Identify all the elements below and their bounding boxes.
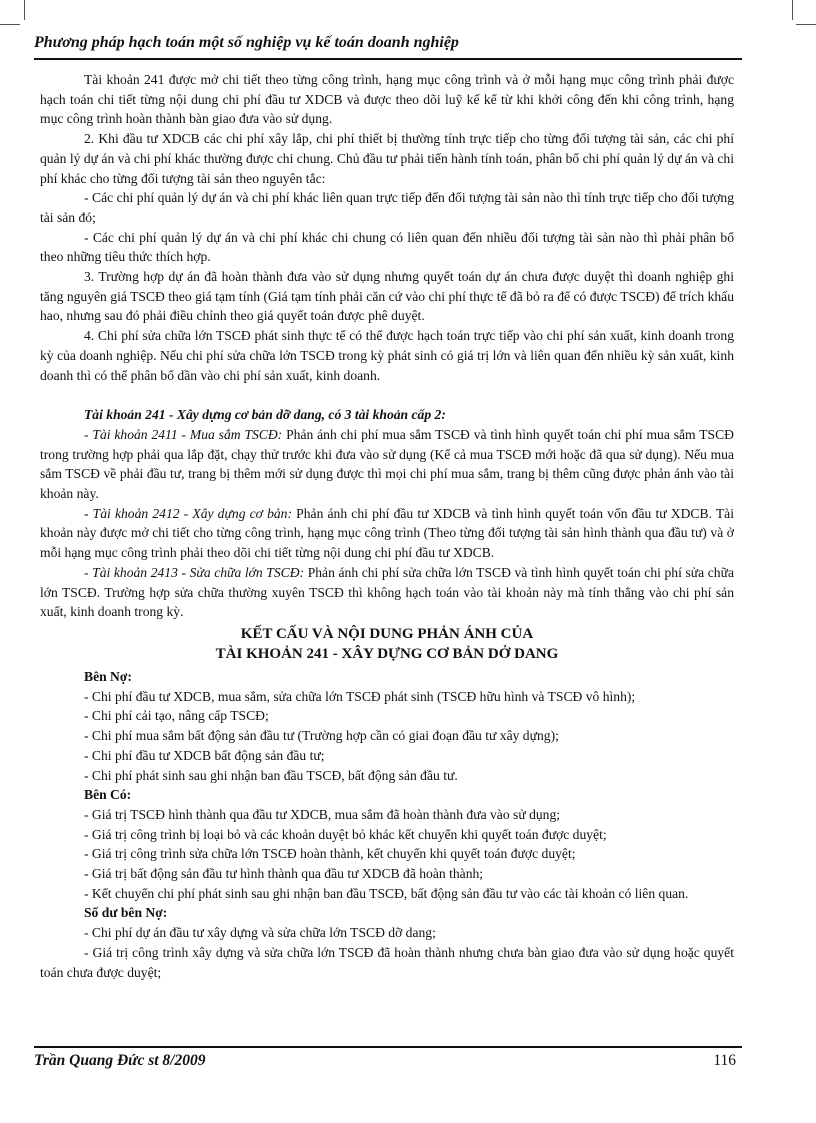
paragraph: - Các chi phí quản lý dự án và chi phí khác chi chung có liên quan đến nhiều đối tượng tài sản nào thì phải phân bổ theo những tiêu thức thích hợp. — [40, 229, 734, 265]
center-title-line: TÀI KHOẢN 241 - XÂY DỰNG CƠ BẢN DỞ DANG — [215, 645, 559, 662]
crop-mark — [0, 24, 20, 25]
running-header: Phương pháp hạch toán một số nghiệp vụ kế toán doanh nghiệp — [34, 34, 459, 51]
crop-mark — [796, 24, 816, 25]
list-item: - Chi phí cải tạo, nâng cấp TSCĐ; — [84, 708, 269, 724]
crop-mark — [792, 0, 793, 20]
paragraph: 2. Khi đầu tư XDCB các chi phí xây lắp, chi phí thiết bị thường tính trực tiếp cho từng đối tượng tài sản, các chi phí quản lý dự án và chi phí khác thường được chi chung. Chủ đầu tư phải tiến hành tính toán, phân bổ chi phí quản lý dự án và chi phí khác cho từng đối tượng tài sản theo nguyên tắc: — [40, 131, 734, 186]
account-text: Phản ánh chi phí mua sắm TSCĐ và tình hình quyết toán chi phí mua sắm TSCĐ trong trường hợp phải qua lắp đặt, chạy thử trước khi đưa vào sử dụng (Kể cả mua TSCĐ mới hoặc đã qua sử dụng). Nếu mua sắm TSCĐ về phải đầu tư, trang bị thêm mới sử dụng được thì mọi chi phí mua sắm, trang bị thêm cũng được phản ánh vào tài khoản này. — [40, 426, 734, 502]
paragraph: 4. Chi phí sửa chữa lớn TSCĐ phát sinh thực tế có thể được hạch toán trực tiếp vào chi phí sản xuất, kinh doanh trong kỳ của doanh nghiệp. Nếu chi phí sửa chữa lớn TSCĐ trong kỳ phát sinh có giá trị lớn và liên quan đến nhiều kỳ sản xuất, kinh doanh thì có thể phân bổ dần vào chi phí sản xuất, kinh doanh. — [40, 328, 734, 383]
account-text: Phản ánh chi phí sửa chữa lớn TSCĐ và tình hình quyết toán chi phí sửa chữa lớn TSCĐ. Trường hợp sửa chữa thường xuyên TSCĐ thì không hạch toán vào tài khoản này mà tính thẳng vào chi phí sản xuất, kinh doanh trong kỳ. — [40, 564, 735, 620]
ben-co-label: Bên Có: — [84, 787, 132, 803]
list-item: - Giá trị công trình bị loại bỏ và các khoản duyệt bỏ khác kết chuyển khi quyết toán được duyệt; — [84, 826, 607, 842]
page-number: 116 — [713, 1052, 736, 1069]
account-item — [40, 425, 734, 504]
main-body — [40, 70, 734, 982]
account-label: - Tài khoản 2413 - Sửa chữa lớn TSCĐ: — [84, 564, 305, 580]
so-du-label: Số dư bên Nợ: — [84, 905, 168, 921]
crop-mark — [24, 0, 25, 20]
list-item: - Kết chuyển chi phí phát sinh sau ghi nhận ban đầu TSCĐ, bất động sản đầu tư vào các tài khoản có liên quan. — [84, 885, 689, 901]
paragraph: 3. Trường hợp dự án đã hoàn thành đưa vào sử dụng nhưng quyết toán dự án chưa được duyệt thì doanh nghiệp ghi tăng nguyên giá TSCĐ theo giá tạm tính (Giá tạm tính phải căn cứ vào chi phí thực tế đã bỏ ra để có được TSCĐ) để trích khấu hao, nhưng sau đó phải điều chỉnh theo giá quyết toán được phê duyệt. — [40, 269, 734, 324]
list-item: - Giá trị công trình xây dựng và sửa chữa lớn TSCĐ đã hoàn thành nhưng chưa bàn giao đưa vào sử dụng hoặc quyết toán chưa được duyệt; — [40, 944, 734, 980]
paragraph: - Các chi phí quản lý dự án và chi phí khác liên quan trực tiếp đến đối tượng tài sản nào thì tính trực tiếp cho đối tượng tài sản đó; — [40, 190, 734, 225]
account-item — [40, 563, 734, 622]
ben-no-label: Bên Nợ: — [84, 668, 132, 684]
footer-rule — [34, 1046, 742, 1048]
list-item: - Giá trị công trình sửa chữa lớn TSCĐ hoàn thành, kết chuyển khi quyết toán được duyệt; — [84, 846, 576, 862]
spacer — [40, 385, 734, 405]
footer-author: Trần Quang Đức st 8/2009 — [34, 1052, 206, 1069]
section-heading: Tài khoản 241 - Xây dựng cơ bản dỡ dang, có 3 tài khoản cấp 2: — [84, 407, 446, 423]
list-item: - Giá trị bất động sản đầu tư hình thành qua đầu tư XDCB đã hoàn thành; — [84, 866, 484, 882]
account-text: Phản ánh chi phí đầu tư XDCB và tình hình quyết toán vốn đầu tư XDCB. Tài khoản này được mở chi tiết cho từng công trình, hạng mục công trình (Theo từng đối tượng tài sản hình thành qua đầu tư) và ở mỗi hạng mục công trình phải theo dõi chi tiết từng nội dung chi phí đầu tư XDCB. — [40, 505, 734, 561]
list-item: - Giá trị TSCĐ hình thành qua đầu tư XDCB, mua sắm đã hoàn thành đưa vào sử dụng; — [84, 806, 561, 822]
list-item: - Chi phí đầu tư XDCB bất động sản đầu tư; — [84, 747, 325, 763]
running-footer — [34, 1052, 742, 1070]
paragraph: Tài khoản 241 được mở chi tiết theo từng công trình, hạng mục công trình và ở mỗi hạng mục công trình phải được hạch toán chi tiết từng nội dung chi phí đầu tư XDCB và được theo dõi luỹ kế kể từ khi khởi công đến khi công trình, hạng mục công trình hoàn thành bàn giao đưa vào sử dụng. — [40, 72, 734, 127]
account-label: - Tài khoản 2412 - Xây dựng cơ bản: — [84, 505, 293, 521]
account-label: - Tài khoản 2411 - Mua sắm TSCĐ: — [84, 426, 283, 442]
header-rule — [34, 58, 742, 60]
list-item: - Chi phí dự án đầu tư xây dựng và sửa chữa lớn TSCĐ dỡ dang; — [84, 925, 436, 941]
list-item: - Chi phí phát sinh sau ghi nhận ban đầu TSCĐ, bất động sản đầu tư. — [84, 767, 458, 783]
list-item: - Chi phí mua sắm bất động sản đầu tư (Trường hợp cần có giai đoạn đầu tư xây dựng); — [84, 728, 559, 744]
center-title — [40, 624, 734, 664]
account-item — [40, 504, 734, 563]
center-title-line: KẾT CẤU VÀ NỘI DUNG PHẢN ÁNH CỦA — [240, 625, 534, 642]
list-item: - Chi phí đầu tư XDCB, mua sắm, sửa chữa lớn TSCĐ phát sinh (TSCĐ hữu hình và TSCĐ vô hình); — [84, 688, 636, 704]
